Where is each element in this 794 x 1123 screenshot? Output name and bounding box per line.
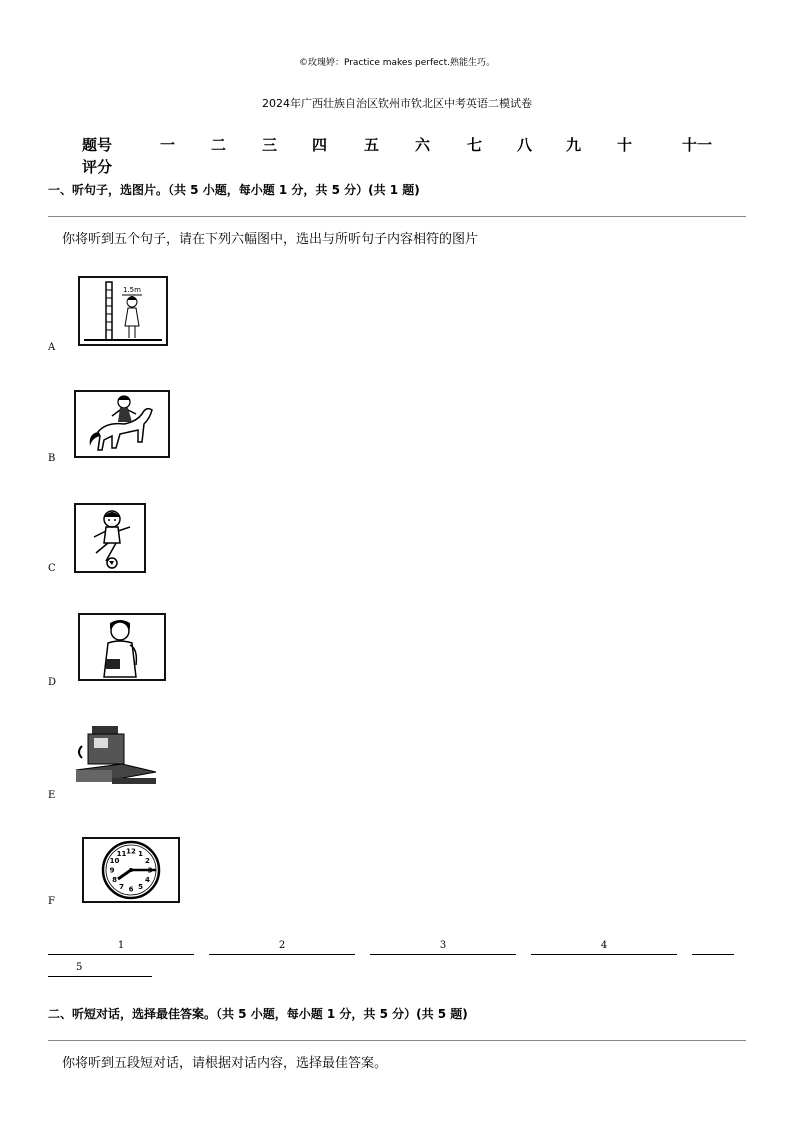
section2-divider [48, 1040, 746, 1041]
section2-heading: 二、听短对话，选择最佳答案。（共 5 小题，每小题 1 分，共 5 分）(共 5 题) [48, 1007, 468, 1021]
clock-numeral: 6 [128, 885, 134, 894]
score-col-8: 八 [517, 136, 533, 154]
answer-blank-5[interactable]: 5 [48, 962, 152, 977]
height-label: 1.5m [123, 286, 141, 294]
score-col-11: 十一 [682, 136, 713, 154]
answer-blank-2[interactable]: 2 [209, 940, 355, 955]
score-col-10: 十 [617, 136, 633, 154]
option-f-picture[interactable] [82, 837, 180, 903]
boy-kicking-ball-icon [76, 505, 144, 571]
score-col-7: 七 [467, 136, 483, 154]
score-col-3: 三 [262, 136, 278, 154]
clock-numeral: 12 [126, 847, 136, 856]
score-col-9: 九 [566, 136, 582, 154]
clock-numeral: 7 [119, 882, 124, 891]
boy-reading-book-icon [80, 615, 164, 679]
score-col-2: 二 [211, 136, 227, 154]
option-e-letter: E [48, 790, 56, 801]
answer-blank-1[interactable]: 1 [48, 940, 194, 955]
score-header-label: 题号 [82, 136, 113, 154]
boy-riding-horse-icon [76, 392, 168, 456]
option-a-picture[interactable] [78, 276, 168, 346]
answer-blank-4[interactable]: 4 [531, 940, 677, 955]
score-col-4: 四 [312, 136, 328, 154]
watermark: ©玫瑰婷：Practice makes perfect.熟能生巧。 [298, 58, 496, 68]
clock-numeral: 2 [145, 857, 150, 865]
document-title: 2024年广西壮族自治区钦州市钦北区中考英语二模试卷 [262, 97, 532, 110]
section1-heading: 一、听句子，选图片。（共 5 小题，每小题 1 分，共 5 分）(共 1 题) [48, 183, 420, 197]
option-e-picture[interactable] [72, 722, 158, 790]
option-c-picture[interactable] [74, 503, 146, 573]
answer-blank-3[interactable]: 3 [370, 940, 516, 955]
clock-numeral: 11 [116, 850, 127, 859]
section2-instruction: 你将听到五段短对话，请根据对话内容，选择最佳答案。 [62, 1056, 388, 1071]
desk-with-items-icon [72, 722, 158, 790]
clock-numeral: 9 [109, 866, 115, 875]
clock-numeral: 1 [138, 850, 143, 859]
option-d-picture[interactable] [78, 613, 166, 681]
clock-icon [84, 839, 178, 901]
clock-numeral: 5 [138, 882, 143, 891]
option-a-letter: A [48, 342, 56, 353]
option-f-letter: F [48, 896, 55, 907]
option-d-letter: D [48, 677, 57, 688]
score-row-label: 评分 [82, 158, 113, 176]
score-col-5: 五 [364, 136, 380, 154]
section1-instruction: 你将听到五个句子，请在下列六幅图中，选出与所听句子内容相符的图片 [62, 232, 479, 247]
answer-blank-5-lead[interactable] [692, 940, 734, 955]
clock-numeral: 10 [109, 857, 120, 865]
option-b-picture[interactable] [74, 390, 170, 458]
clock-numeral: 4 [145, 876, 150, 884]
clock-numeral: 3 [147, 866, 153, 875]
score-col-1: 一 [160, 136, 176, 154]
height-measure-girl-icon [80, 278, 166, 344]
option-c-letter: C [48, 563, 56, 574]
section1-divider [48, 216, 746, 217]
option-b-letter: B [48, 453, 56, 464]
score-col-6: 六 [415, 136, 431, 154]
clock-numeral: 8 [112, 876, 117, 884]
